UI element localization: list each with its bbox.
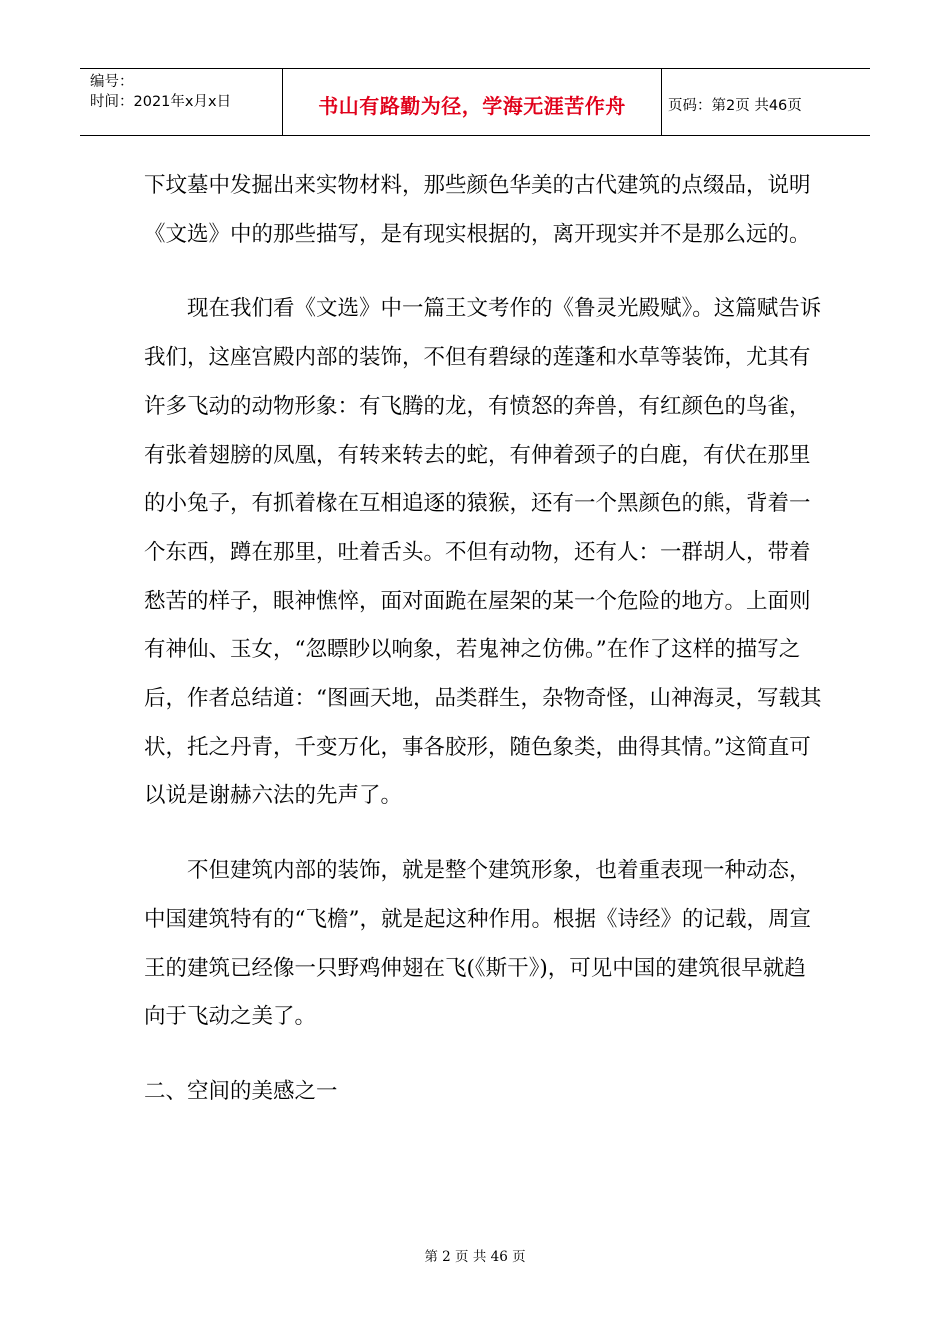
page-header — [80, 68, 870, 136]
section-heading: 二、空间的美感之一 — [144, 1078, 338, 1104]
header-page-cell — [662, 69, 870, 135]
header-motto-cell — [282, 69, 662, 135]
document-date-label: 时间：2021年x月x日 — [90, 94, 232, 110]
paragraph-continuation: 下坟墓中发掘出来实物材料，那些颜色华美的古代建筑的点缀品，说明《文选》中的那些描写，是有现实根据的，离开现实并不是那么远的。 — [144, 173, 811, 247]
paragraph-lingguang-palace: 现在我们看《文选》中一篇王文考作的《鲁灵光殿赋》。这篇赋告诉我们，这座宫殿内部的装饰，不但有碧绿的莲蓬和水草等装饰，尤其有许多飞动的动物形象：有飞腾的龙，有愤怒的奔兽，有红颜色的鸟雀，有张着翅膀的凤凰，有转来转去的蛇，有伸着颈子的白鹿，有伏在那里的小兔子，有抓着椽在互相追逐的猿猴，还有一个黑颜色的熊，背着一个东西，蹲在那里，吐着舌头。不但有动物，还有人：一群胡人，带着愁苦的样子，眼神憔悴，面对面跪在屋架的某一个危险的地方。上面则有神仙、玉女，“忽瞟眇以响象，若鬼神之仿佛。”在作了这样的描写之后，作者总结道：“图画天地，品类群生，杂物奇怪，山神海灵，写载其状，托之丹青，千变万化，事各胶形，随色象类，曲得其情。”这简直可以说是谢赫六法的先声了。 — [144, 296, 822, 809]
paragraph-flying-eaves: 不但建筑内部的装饰，就是整个建筑形象，也着重表现一种动态，中国建筑特有的“飞檐”，就是起这种作用。根据《诗经》的记载，周宣王的建筑已经像一只野鸡伸翅在飞(《斯干》)，可见中国的建筑很早就趋向于飞动之美了。 — [144, 858, 811, 1030]
page-footer: 第 2 页 共 46 页 — [424, 1249, 526, 1265]
header-motto: 书山有路勤为径，学海无涯苦作舟 — [318, 93, 626, 118]
header-page-info: 页码：第2页 共46页 — [668, 97, 802, 114]
header-meta — [80, 69, 282, 135]
document-body — [144, 162, 824, 1117]
document-number-label: 编号： — [90, 74, 134, 90]
